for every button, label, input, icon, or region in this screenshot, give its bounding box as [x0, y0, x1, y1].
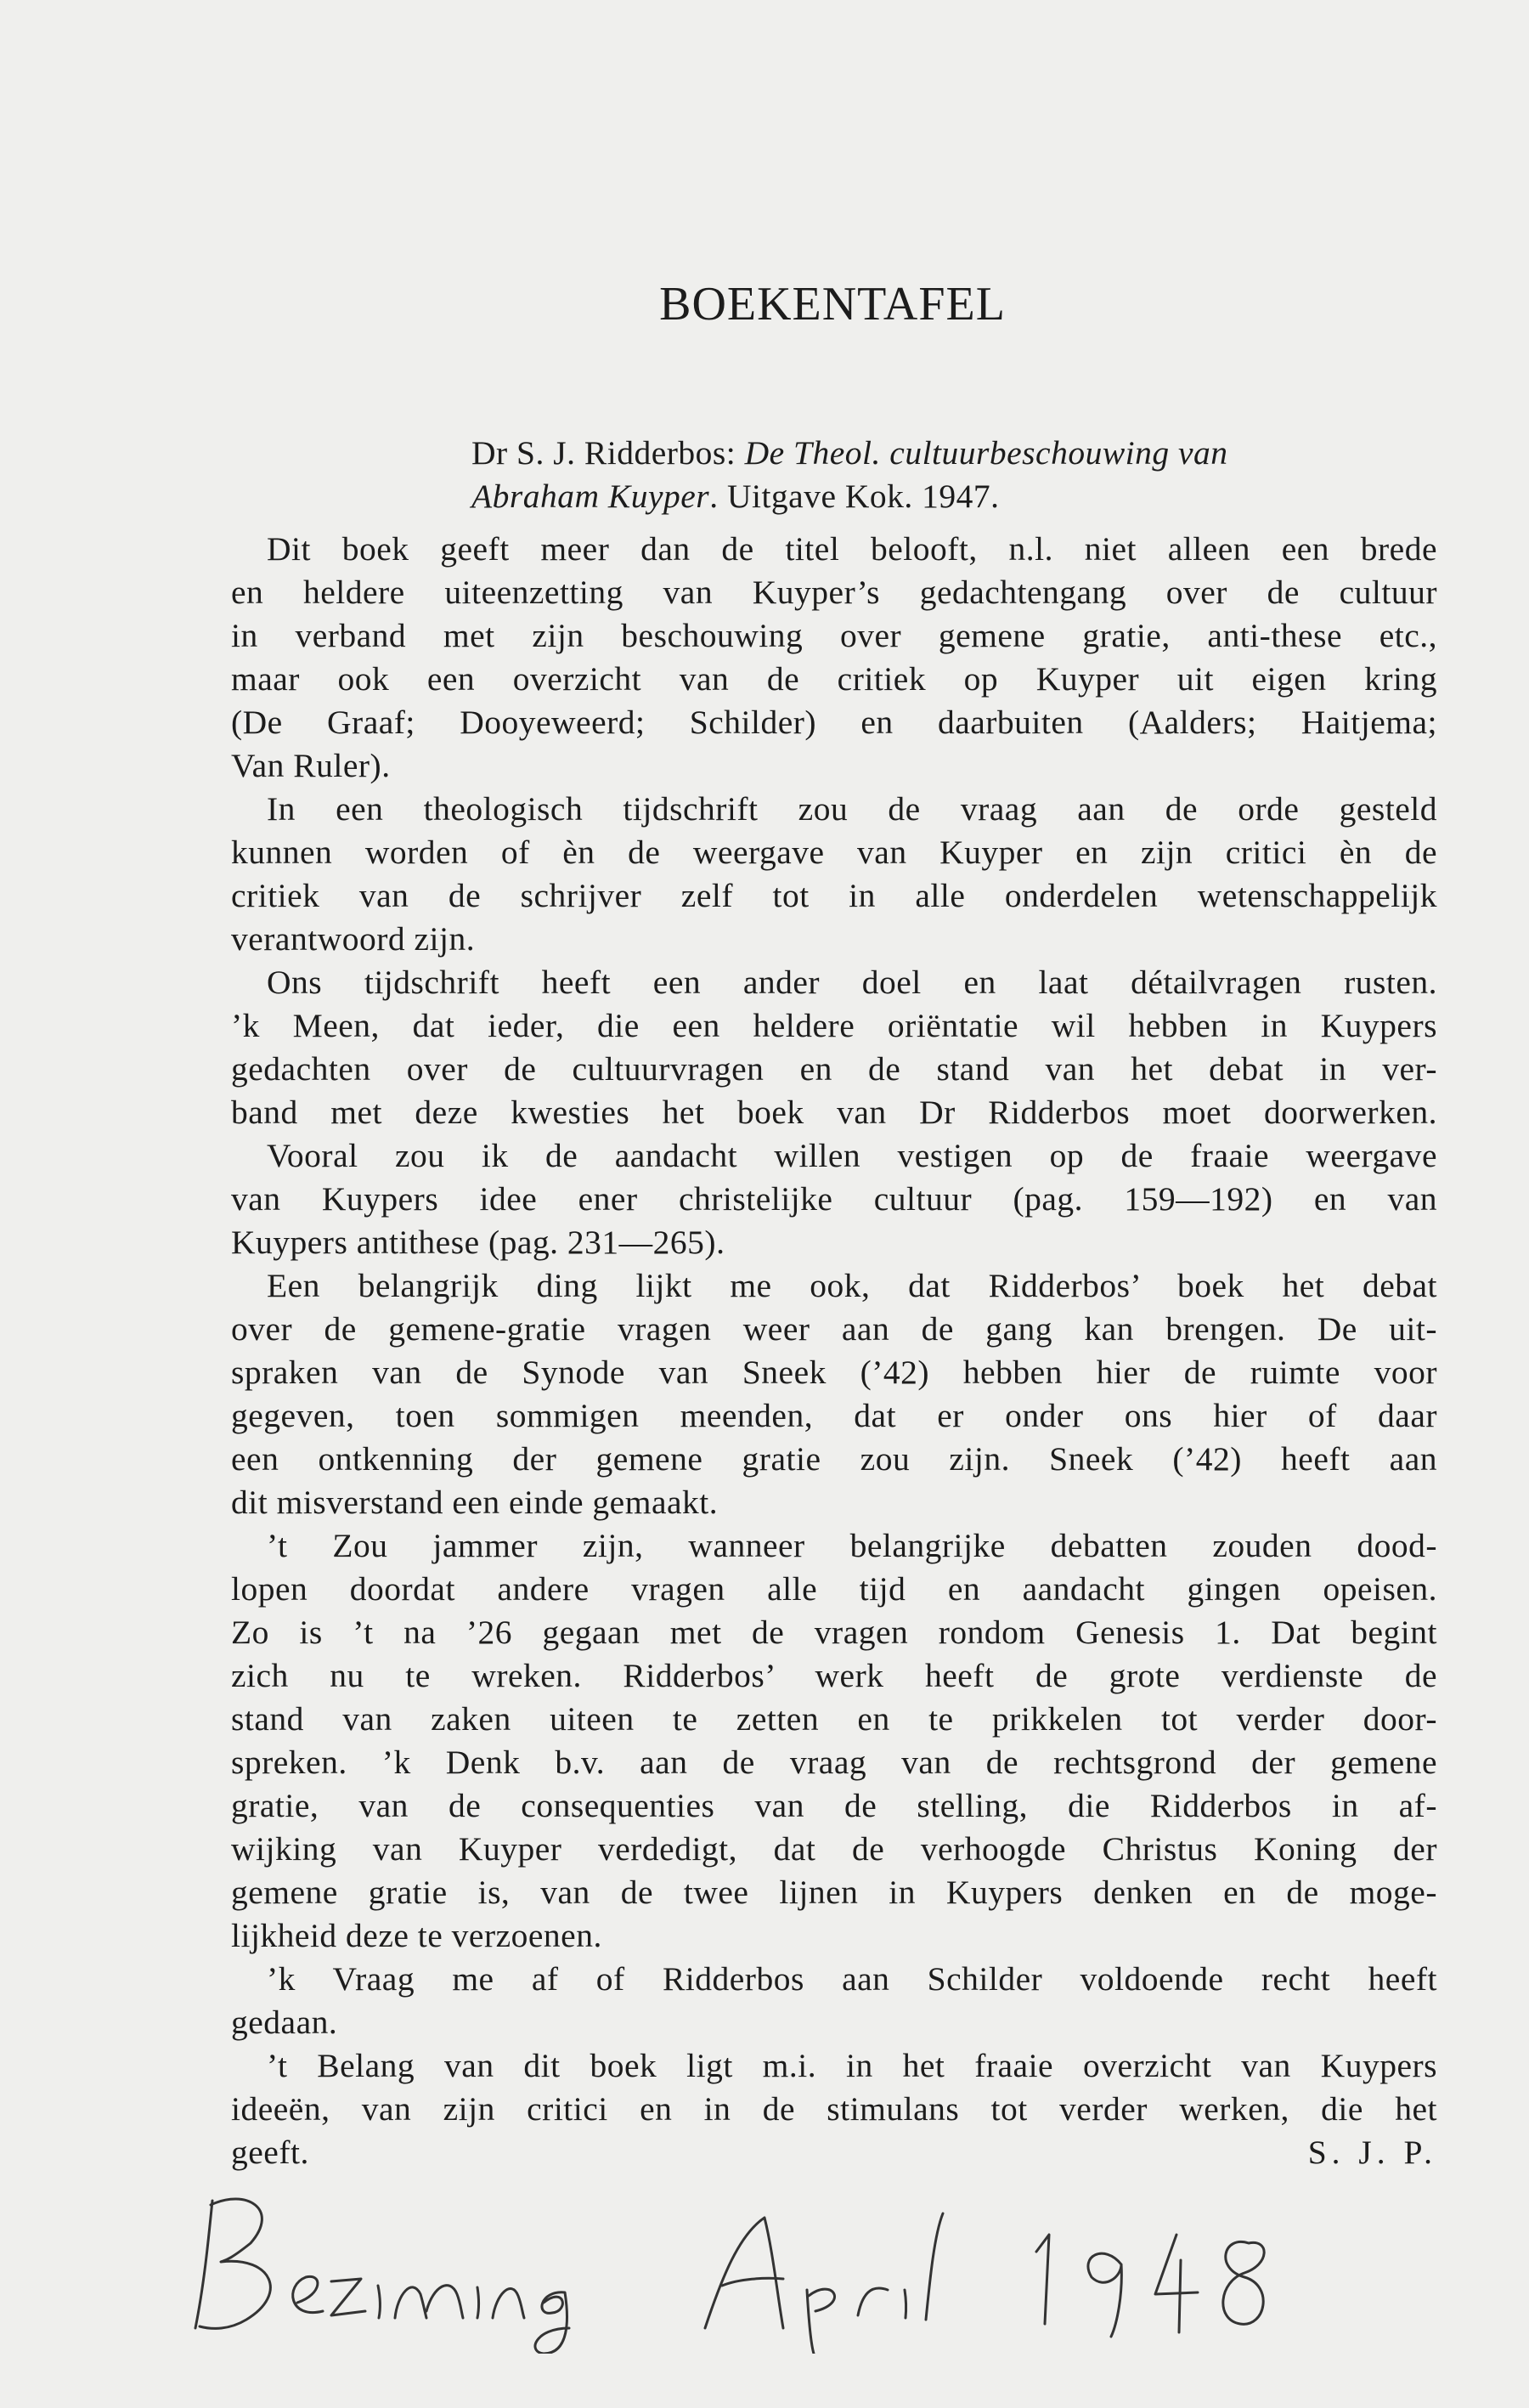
text-line: van Kuypers idee ener christelijke cultuur (pag. 159—192) en van [231, 1180, 1437, 1218]
text-line: ’t Zou jammer zijn, wanneer belangrijke debatten zouden dood- [267, 1527, 1437, 1564]
text-line: gedachten over de cultuurvragen en de stand van het debat in ver- [231, 1050, 1437, 1088]
text-line: critiek van de schrijver zelf tot in alle onderdelen wetenschappelijk [231, 877, 1437, 914]
text-line: een ontkenning der gemene gratie zou zijn. Sneek (’42) heeft aan [231, 1440, 1437, 1478]
text-line: ideeën, van zijn critici en in de stimulans tot verder werken, die het [231, 2090, 1437, 2128]
text-line: kunnen worden of èn de weergave van Kuyper en zijn critici èn de [231, 834, 1437, 871]
text-line: ’k Vraag me af of Ridderbos aan Schilder voldoende recht heeft [267, 1960, 1437, 1998]
text-line: zich nu te wreken. Ridderbos’ werk heeft de grote verdienste de [231, 1657, 1437, 1694]
citation-author: Dr S. J. Ridderbos: [471, 434, 745, 472]
text-line: lijkheid deze te verzoenen. [231, 1917, 602, 1954]
review-body [231, 528, 1437, 2174]
text-line: Van Ruler). [231, 747, 391, 784]
text-line: Kuypers antithese (pag. 231—265). [231, 1224, 725, 1261]
text-line-content: geeft. [231, 2134, 309, 2171]
text-line: In een theologisch tijdschrift zou de vraag aan de orde gesteld [267, 790, 1437, 828]
book-citation [471, 432, 1440, 518]
text-line: over de gemene-gratie vragen weer aan de gang kan brengen. De uit- [231, 1310, 1437, 1348]
text-line: Dit boek geeft meer dan de titel belooft, n.l. niet alleen een brede [267, 530, 1437, 568]
text-line: spreken. ’k Denk b.v. aan de vraag van de rechtsgrond der gemene [231, 1744, 1437, 1781]
page-title: BOEKENTAFEL [659, 278, 1006, 331]
text-line: ’k Meen, dat ieder, die een heldere oriëntatie wil hebben in Kuypers [231, 1007, 1437, 1044]
text-line: stand van zaken uiteen te zetten en te prikkelen tot verder door- [231, 1700, 1437, 1738]
text-line: lopen doordat andere vragen alle tijd en aandacht gingen opeisen. [231, 1570, 1437, 1608]
text-line: Ons tijdschrift heeft een ander doel en laat détailvragen rusten. [267, 964, 1437, 1001]
text-line: dit misverstand een einde gemaakt. [231, 1484, 719, 1521]
text-line: gedaan. [231, 2004, 338, 2041]
text-line: gegeven, toen sommigen meenden, dat er onder ons hier of daar [231, 1397, 1437, 1434]
citation-publisher: . Uitgave Kok. 1947. [709, 478, 1000, 515]
citation-line-2 [471, 475, 1440, 518]
citation-title-part1: De Theol. cultuurbeschouwing van [744, 434, 1228, 472]
text-line: en heldere uiteenzetting van Kuyper’s gedachtengang over de cultuur [231, 574, 1437, 611]
text-line: Een belangrijk ding lijkt me ook, dat Ridderbos’ boek het debat [267, 1267, 1437, 1304]
text-line: verantwoord zijn. [231, 920, 476, 958]
text-line: band met deze kwesties het boek van Dr Ridderbos moet doorwerken. [231, 1094, 1437, 1131]
text-line [231, 2131, 1437, 2174]
text-line: wijking van Kuyper verdedigt, dat de verhoogde Christus Koning der [231, 1830, 1437, 1868]
text-line: maar ook een overzicht van de critiek op Kuyper uit eigen kring [231, 660, 1437, 698]
text-line: gratie, van de consequenties van de stelling, die Ridderbos in af- [231, 1787, 1437, 1824]
text-line: (De Graaf; Dooyeweerd; Schilder) en daarbuiten (Aalders; Haitjema; [231, 704, 1437, 741]
author-signature: S. J. P. [1307, 2134, 1437, 2171]
text-line: in verband met zijn beschouwing over gemene gratie, anti-these etc., [231, 617, 1437, 654]
text-line: gemene gratie is, van de twee lijnen in Kuypers denken en de moge- [231, 1874, 1437, 1911]
text-line: Vooral zou ik de aandacht willen vestigen op de fraaie weergave [267, 1137, 1437, 1174]
text-line: spraken van de Synode van Sneek (’42) hebben hier de ruimte voor [231, 1354, 1437, 1391]
citation-line-1 [471, 432, 1440, 475]
text-line: Zo is ’t na ’26 gegaan met de vragen rondom Genesis 1. Dat begint [231, 1614, 1437, 1651]
text-line: ’t Belang van dit boek ligt m.i. in het fraaie overzicht van Kuypers [267, 2047, 1437, 2084]
handwritten-annotation [178, 2184, 1385, 2354]
citation-title-part2: Abraham Kuyper [471, 478, 710, 515]
